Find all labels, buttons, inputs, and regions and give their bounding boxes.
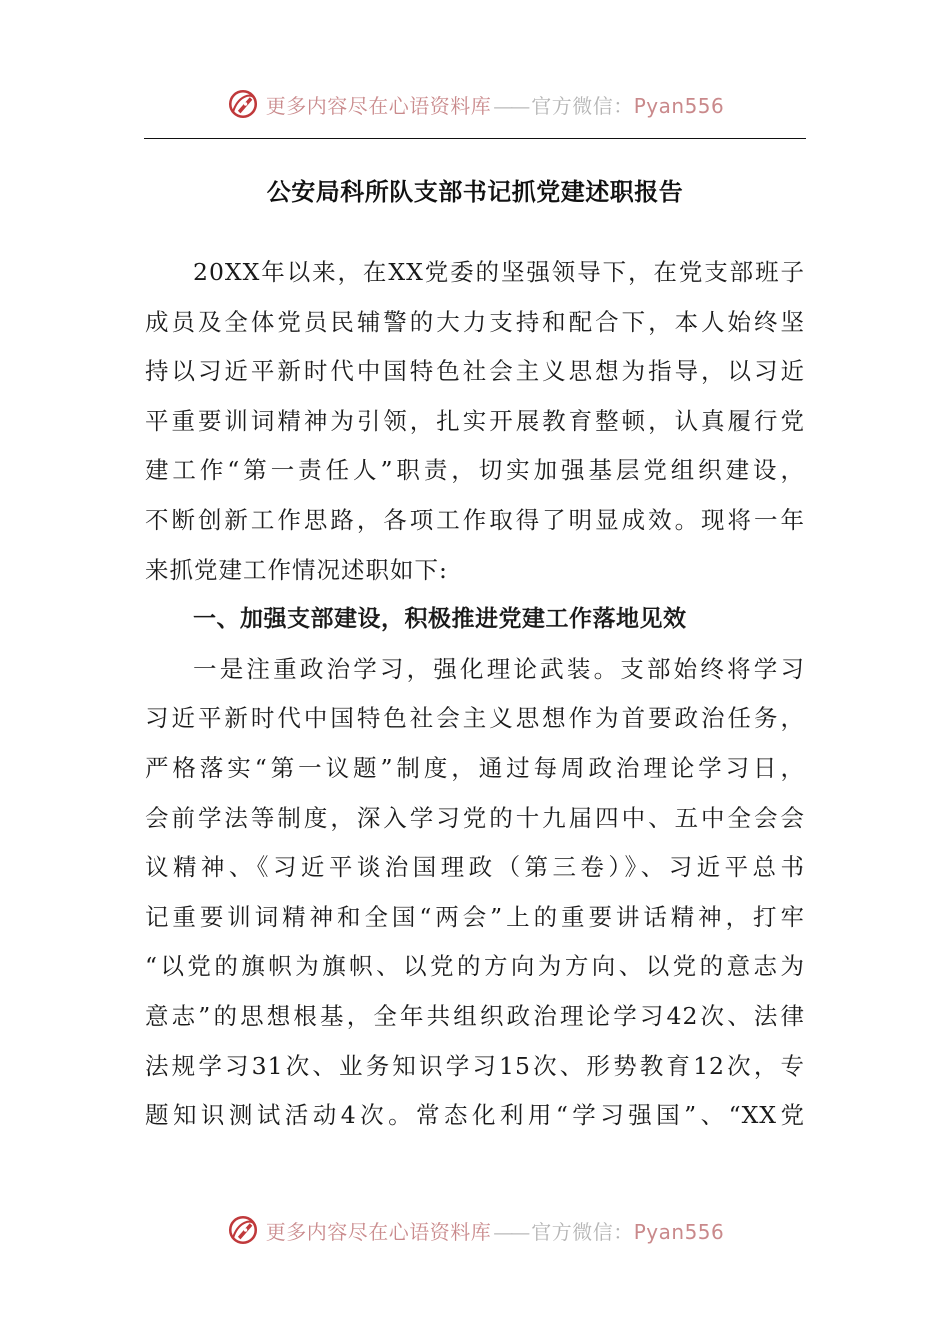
- body-line: 一是注重政治学习，强化理论武装。支部始终将学习: [193, 654, 805, 683]
- watermark-main-text: 更多内容尽在心语资料库: [265, 93, 492, 118]
- watermark-wechat-id: Pyan556: [633, 93, 725, 118]
- body-line: 意志”的思想根基，全年共组织政治理论学习42次、法律: [145, 1001, 805, 1030]
- watermark-main-text: 更多内容尽在心语资料库: [265, 1219, 492, 1244]
- watermark-text: [266, 1216, 725, 1245]
- body-line: 法规学习31次、业务知识学习15次、形势教育12次，专: [145, 1051, 805, 1080]
- body-line: 议精神、《习近平谈治国理政（第三卷）》、习近平总书: [145, 853, 805, 882]
- watermark-dash: ——: [493, 93, 528, 118]
- body-line: 不断创新工作思路，各项工作取得了明显成效。现将一年: [145, 505, 805, 534]
- body-line: 建工作“第一责任人”职责，切实加强基层党组织建设，: [145, 456, 805, 485]
- document-title: 公安局科所队支部书记抓党建述职报告: [266, 178, 684, 206]
- watermark-wechat-id: Pyan556: [633, 1219, 725, 1244]
- body-line: 持以习近平新时代中国特色社会主义思想为指导，以习近: [145, 357, 805, 386]
- pen-nib-swirl-icon: [226, 87, 260, 121]
- footer-watermark: [0, 1208, 950, 1252]
- watermark-text: [266, 90, 725, 119]
- document-body: [145, 248, 805, 1141]
- header-divider: [144, 138, 806, 139]
- pen-nib-swirl-icon: [226, 1213, 260, 1247]
- body-line: 来抓党建工作情况述职如下:: [145, 555, 448, 584]
- body-line: 平重要训词精神为引领，扎实开展教育整顿，认真履行党: [145, 406, 805, 435]
- body-line: 题知识测试活动4次。常态化利用“学习强国”、“XX党: [145, 1101, 805, 1130]
- section-heading: 一、加强支部建设，积极推进党建工作落地见效: [193, 606, 687, 633]
- body-line: 20XX年以来，在XX党委的坚强领导下，在党支部班子: [193, 258, 805, 286]
- watermark-dash: ——: [493, 1219, 528, 1244]
- body-line: 严格落实“第一议题”制度，通过每周政治理论学习日，: [145, 753, 805, 782]
- body-line: 会前学法等制度，深入学习党的十九届四中、五中全会会: [145, 803, 805, 832]
- watermark-wechat-label: 官方微信：: [531, 1219, 634, 1244]
- body-line: “以党的旗帜为旗帜、以党的方向为方向、以党的意志为: [145, 952, 805, 981]
- header-watermark: [0, 82, 950, 126]
- body-line: 成员及全体党员民辅警的大力支持和配合下，本人始终坚: [145, 307, 805, 336]
- body-line: 习近平新时代中国特色社会主义思想作为首要政治任务，: [145, 704, 805, 733]
- watermark-wechat-label: 官方微信：: [531, 93, 634, 118]
- body-line: 记重要训词精神和全国“两会”上的重要讲话精神，打牢: [145, 902, 805, 931]
